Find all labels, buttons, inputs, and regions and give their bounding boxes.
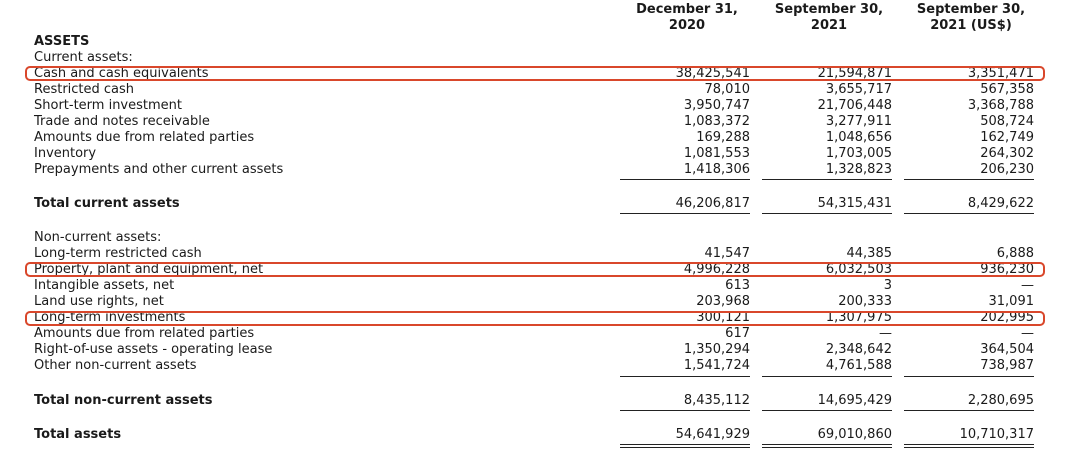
cell-value: 169,288 bbox=[696, 130, 750, 145]
table-row bbox=[0, 146, 1080, 162]
row-label: Total non-current assets bbox=[34, 393, 213, 408]
total-current-assets-row bbox=[0, 196, 1080, 212]
cell-value: 8,429,622 bbox=[967, 196, 1034, 211]
cell-value: 202,995 bbox=[980, 310, 1034, 325]
total-rule bbox=[904, 410, 1034, 411]
row-label: Short-term investment bbox=[34, 98, 182, 113]
total-noncurrent-assets-row bbox=[0, 393, 1080, 409]
row-label: Right-of-use assets - operating lease bbox=[34, 342, 273, 357]
cell-value: — bbox=[1021, 278, 1034, 293]
cell-value: 69,010,860 bbox=[817, 427, 892, 442]
subtotal-rule bbox=[762, 179, 892, 180]
cell-value: 613 bbox=[725, 278, 750, 293]
cell-value: 6,032,503 bbox=[825, 262, 892, 277]
table-row bbox=[0, 114, 1080, 130]
cell-value: 264,302 bbox=[980, 146, 1034, 161]
row-label: Intangible assets, net bbox=[34, 278, 175, 293]
subtotal-rule bbox=[620, 376, 750, 377]
total-rule bbox=[762, 410, 892, 411]
cell-value: 46,206,817 bbox=[675, 196, 750, 211]
row-label: Restricted cash bbox=[34, 82, 135, 97]
cell-value: 936,230 bbox=[980, 262, 1034, 277]
table-row bbox=[0, 294, 1080, 310]
cell-value: 206,230 bbox=[980, 162, 1034, 177]
section-title: ASSETS bbox=[34, 34, 90, 49]
table-row bbox=[0, 278, 1080, 294]
cell-value: 54,641,929 bbox=[675, 427, 750, 442]
cell-value: 31,091 bbox=[988, 294, 1034, 309]
row-label: Trade and notes receivable bbox=[34, 114, 210, 129]
highlight-box-cash bbox=[25, 66, 1045, 81]
table-row bbox=[0, 82, 1080, 98]
row-label: Long-term investments bbox=[34, 310, 186, 325]
cell-value: 508,724 bbox=[980, 114, 1034, 129]
cell-value: 1,048,656 bbox=[825, 130, 892, 145]
cell-value: 3,277,911 bbox=[825, 114, 892, 129]
grand-total-double-rule bbox=[904, 444, 1034, 448]
highlight-box-investments bbox=[25, 311, 1045, 326]
table-row bbox=[0, 130, 1080, 146]
grand-total-double-rule bbox=[620, 444, 750, 448]
header-col-sep-2021: September 30, 2021 bbox=[774, 2, 884, 33]
cell-value: 738,987 bbox=[980, 358, 1034, 373]
cell-value: 617 bbox=[725, 326, 750, 341]
cell-value: 44,385 bbox=[846, 246, 892, 261]
total-rule bbox=[620, 213, 750, 214]
cell-value: 1,083,372 bbox=[683, 114, 750, 129]
current-assets-label: Current assets: bbox=[34, 50, 133, 65]
row-label: Long-term restricted cash bbox=[34, 246, 202, 261]
cell-value: 3 bbox=[883, 278, 892, 293]
header-col-sep-2021-usd: September 30, 2021 (US$) bbox=[916, 2, 1026, 33]
cell-value: 1,418,306 bbox=[683, 162, 750, 177]
cell-value: 162,749 bbox=[980, 130, 1034, 145]
cell-value: 38,425,541 bbox=[675, 66, 750, 81]
table-row bbox=[0, 246, 1080, 262]
cell-value: 2,280,695 bbox=[967, 393, 1034, 408]
row-label: Land use rights, net bbox=[34, 294, 164, 309]
cell-value: 300,121 bbox=[696, 310, 750, 325]
cell-value: 6,888 bbox=[996, 246, 1034, 261]
cell-value: 8,435,112 bbox=[683, 393, 750, 408]
row-label: Cash and cash equivalents bbox=[34, 66, 209, 81]
subtotal-rule bbox=[904, 179, 1034, 180]
cell-value: 4,996,228 bbox=[683, 262, 750, 277]
noncurrent-assets-label: Non-current assets: bbox=[34, 230, 162, 245]
cell-value: 1,541,724 bbox=[683, 358, 750, 373]
row-label: Prepayments and other current assets bbox=[34, 162, 284, 177]
cell-value: 203,968 bbox=[696, 294, 750, 309]
cell-value: — bbox=[879, 326, 892, 341]
cell-value: 78,010 bbox=[704, 82, 750, 97]
row-label: Amounts due from related parties bbox=[34, 326, 255, 341]
total-rule bbox=[762, 213, 892, 214]
cell-value: — bbox=[1021, 326, 1034, 341]
cell-value: 3,655,717 bbox=[825, 82, 892, 97]
table-row bbox=[0, 326, 1080, 342]
row-label: Total current assets bbox=[34, 196, 180, 211]
table-row bbox=[0, 358, 1080, 374]
cell-value: 1,703,005 bbox=[825, 146, 892, 161]
cell-value: 2,348,642 bbox=[825, 342, 892, 357]
cell-value: 1,081,553 bbox=[683, 146, 750, 161]
cell-value: 21,594,871 bbox=[817, 66, 892, 81]
cell-value: 364,504 bbox=[980, 342, 1034, 357]
total-assets-row bbox=[0, 427, 1080, 443]
cell-value: 3,950,747 bbox=[683, 98, 750, 113]
cell-value: 1,307,975 bbox=[825, 310, 892, 325]
subtotal-rule bbox=[620, 179, 750, 180]
cell-value: 200,333 bbox=[838, 294, 892, 309]
cell-value: 21,706,448 bbox=[817, 98, 892, 113]
subtotal-rule bbox=[762, 376, 892, 377]
cell-value: 41,547 bbox=[704, 246, 750, 261]
cell-value: 4,761,588 bbox=[825, 358, 892, 373]
cell-value: 3,351,471 bbox=[967, 66, 1034, 81]
row-label: Amounts due from related parties bbox=[34, 130, 255, 145]
grand-total-double-rule bbox=[762, 444, 892, 448]
table-row bbox=[0, 162, 1080, 178]
row-label: Other non-current assets bbox=[34, 358, 197, 373]
cell-value: 1,328,823 bbox=[825, 162, 892, 177]
subtotal-rule bbox=[904, 376, 1034, 377]
row-label: Inventory bbox=[34, 146, 97, 161]
table-row bbox=[0, 98, 1080, 114]
cell-value: 54,315,431 bbox=[817, 196, 892, 211]
cell-value: 1,350,294 bbox=[683, 342, 750, 357]
cell-value: 567,358 bbox=[980, 82, 1034, 97]
table-row bbox=[0, 342, 1080, 358]
total-rule bbox=[904, 213, 1034, 214]
total-rule bbox=[620, 410, 750, 411]
row-label: Total assets bbox=[34, 427, 122, 442]
header-col-dec-2020: December 31, 2020 bbox=[636, 2, 738, 33]
cell-value: 14,695,429 bbox=[817, 393, 892, 408]
row-label: Property, plant and equipment, net bbox=[34, 262, 264, 277]
cell-value: 3,368,788 bbox=[967, 98, 1034, 113]
highlight-box-ppe bbox=[25, 262, 1045, 277]
cell-value: 10,710,317 bbox=[959, 427, 1034, 442]
